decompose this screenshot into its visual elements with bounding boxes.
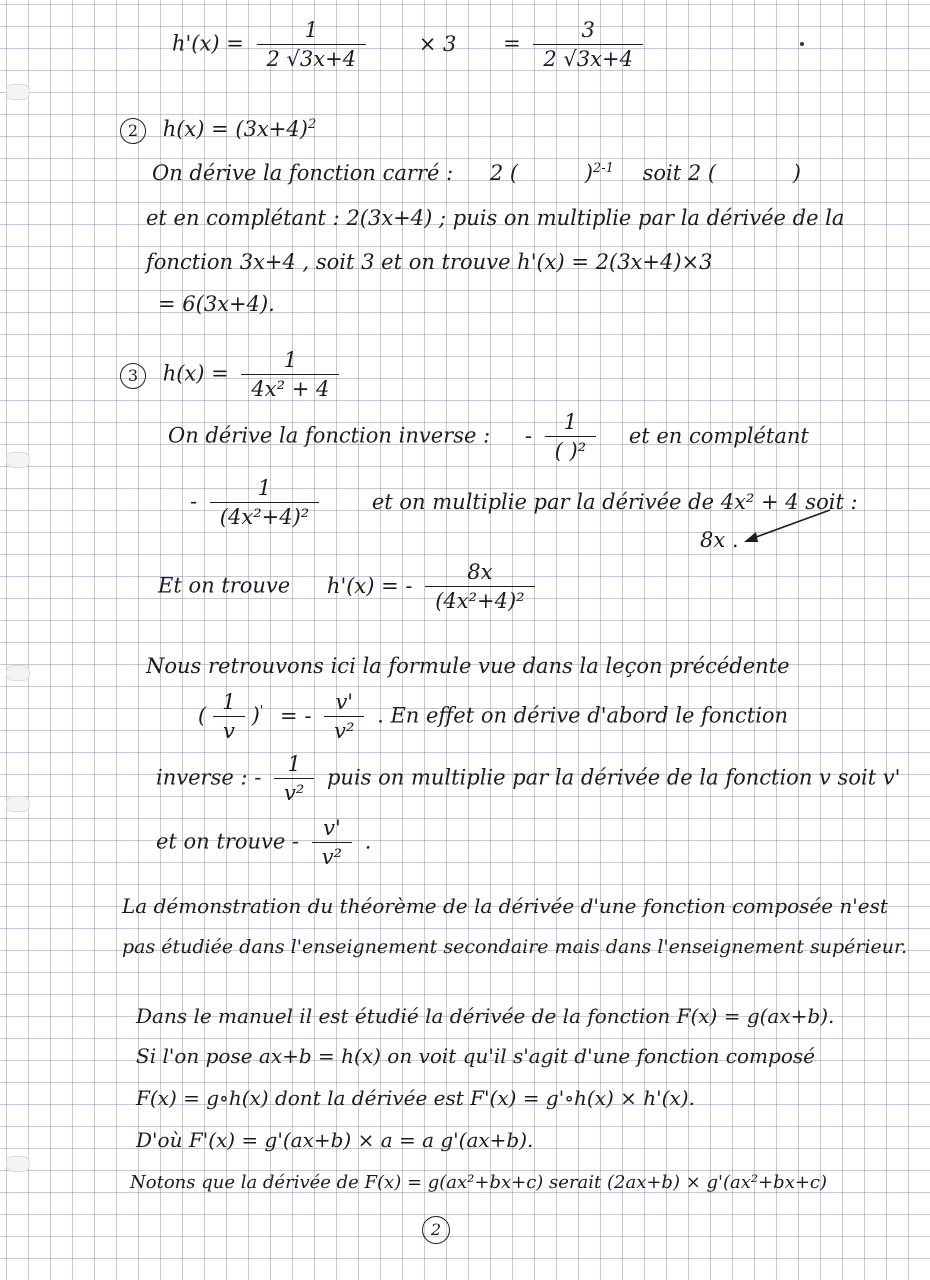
binder-hole — [6, 1156, 30, 1172]
fraction-numerator: 3 — [581, 18, 595, 42]
manual-line-2 — [136, 1046, 815, 1066]
manual-text: Dans le manuel il est étudié la dérivée de la fonction F(x) = g(ax+b). — [136, 1004, 835, 1028]
fraction-denominator: v² — [312, 842, 352, 868]
fraction-denominator: 2 √3x+4 — [257, 44, 367, 70]
prime: ' — [259, 703, 264, 719]
completing-text: et en complétant — [628, 423, 809, 448]
minus-sign: - — [524, 423, 532, 448]
found-lhs: h'(x) = - — [326, 573, 413, 598]
fraction-denominator: (4x²+4)² — [425, 586, 534, 612]
exponent: 2 — [307, 117, 317, 132]
formula-line: ( $\frac{1}{v}$ )' = - $\frac{v'}{\text{v²}}$ . En effet on dérive d'abord le fonction — [198, 690, 789, 743]
section-number: 2 — [120, 118, 146, 144]
manual-line-1 — [136, 1006, 834, 1026]
fraction — [312, 818, 352, 868]
fraction — [545, 412, 596, 462]
fraction-denominator: 2 √3x+4 — [533, 44, 643, 70]
manual-text: Notons que la dérivée de F(x) = g(ax²+bx+c) serait (2ax+b) × g'(ax²+bx+c) — [130, 1172, 828, 1193]
manual-text: Si l'on pose ax+b = h(x) on voit qu'il s'agit d'une fonction composé — [136, 1044, 815, 1068]
demo-text: La démonstration du théorème de la dérivée d'une fonction composée n'est — [122, 894, 888, 918]
fraction-numerator: 8x — [467, 560, 493, 584]
fraction-denominator: v² — [274, 778, 314, 804]
fraction-denominator: 4x² + 4 — [241, 374, 339, 400]
derive-inverse-line — [168, 412, 809, 462]
fraction-numerator: 1 — [283, 348, 298, 372]
exponent: 2-1 — [592, 161, 614, 176]
binder-hole — [6, 665, 30, 681]
fraction-numerator: 1 — [563, 410, 578, 434]
result-line — [158, 294, 275, 315]
effect-text: . En effet on dérive d'abord le fonction — [377, 703, 789, 728]
found-label: et on trouve - — [156, 829, 300, 854]
paren-open: soit 2 ( — [642, 161, 717, 185]
equals: = — [503, 31, 521, 56]
fraction — [425, 562, 534, 612]
fraction-denominator: (4x²+4)² — [210, 502, 319, 528]
ink-dot — [800, 42, 804, 46]
inverse-tail: puis on multiplie par la dérivée de la fonction v soit v' — [326, 765, 901, 790]
demo-line-2 — [122, 938, 907, 957]
fraction — [324, 692, 364, 742]
manual-line-3 — [136, 1088, 695, 1108]
fraction — [241, 350, 339, 400]
derive-square-line — [152, 162, 801, 184]
fraction — [210, 478, 319, 528]
equals: = - — [280, 703, 312, 728]
manual-text: F(x) = g∘h(x) dont la dérivée est F'(x) = g'∘h(x) × h'(x). — [136, 1086, 695, 1110]
section-number: 3 — [120, 363, 146, 389]
fraction-numerator: 1 — [287, 752, 301, 776]
fraction — [533, 20, 643, 70]
manual-line-5 — [130, 1174, 827, 1192]
fraction-denominator: ( )² — [545, 436, 596, 462]
fraction — [257, 20, 367, 70]
multiply-text: et on multiplie par la dérivée de 4x² + 4 soit : — [371, 489, 858, 514]
formula-intro-text: Nous retrouvons ici la formule vue dans la leçon précédente — [146, 654, 790, 678]
fraction-numerator: v' — [323, 816, 341, 840]
fraction-numerator: 1 — [222, 690, 236, 714]
inverse-line — [156, 754, 900, 804]
section-2-function: h(x) = (3x+4) — [162, 117, 308, 141]
found-line — [158, 562, 541, 612]
binder-hole — [6, 796, 30, 812]
fraction-numerator: 1 — [304, 18, 318, 42]
fraction — [274, 754, 314, 804]
page-number: 2 — [422, 1216, 450, 1244]
derivative-line-1 — [172, 20, 649, 70]
found-v-line: et on trouve - $\frac{v'}{\text{v²}}$ . — [156, 816, 372, 869]
function-line — [146, 252, 713, 273]
demo-text: pas étudiée dans l'enseignement secondaire mais dans l'enseignement supérieur. — [122, 936, 908, 958]
fraction-numerator: v' — [335, 690, 354, 714]
section-3-function: h(x) = — [162, 361, 229, 386]
derive-square-text: On dérive la fonction carré : — [152, 161, 454, 185]
fraction-denominator: v — [213, 716, 245, 742]
paren-open: 2 ( — [489, 161, 519, 185]
section-3-heading — [120, 350, 345, 400]
paren-close: ) — [792, 161, 801, 185]
function-text: fonction 3x+4 , soit 3 et on trouve h'(x) = 2(3x+4)×3 — [146, 250, 713, 274]
derivative-8x — [700, 530, 739, 551]
demo-line-1 — [122, 896, 888, 916]
fraction-numerator: 1 — [257, 476, 272, 500]
derivative-value: 8x . — [700, 528, 739, 552]
result-text: = 6(3x+4). — [158, 292, 275, 316]
binder-hole — [6, 452, 30, 468]
times-three: × 3 — [418, 31, 457, 56]
manual-text: D'où F'(x) = g'(ax+b) × a = a g'(ax+b). — [136, 1128, 534, 1152]
formula-intro — [146, 656, 790, 677]
inverse-label: inverse : - — [156, 765, 262, 790]
paren-close: ) — [584, 161, 593, 185]
fraction — [212, 692, 245, 742]
manual-line-4 — [136, 1130, 533, 1150]
arrow-icon — [740, 508, 840, 558]
minus-sign: - — [190, 489, 198, 514]
section-2-heading — [120, 118, 316, 144]
found-text: Et on trouve — [158, 573, 291, 598]
derive-inverse-text: On dérive la fonction inverse : — [168, 423, 491, 448]
completing-text: et en complétant : 2(3x+4) ; puis on multiplie par la dérivée de la — [146, 206, 845, 230]
completing-line — [146, 208, 844, 229]
fraction-denominator: v² — [324, 716, 364, 742]
binder-hole — [6, 84, 30, 100]
line1-lhs: h'(x) = — [172, 31, 244, 56]
